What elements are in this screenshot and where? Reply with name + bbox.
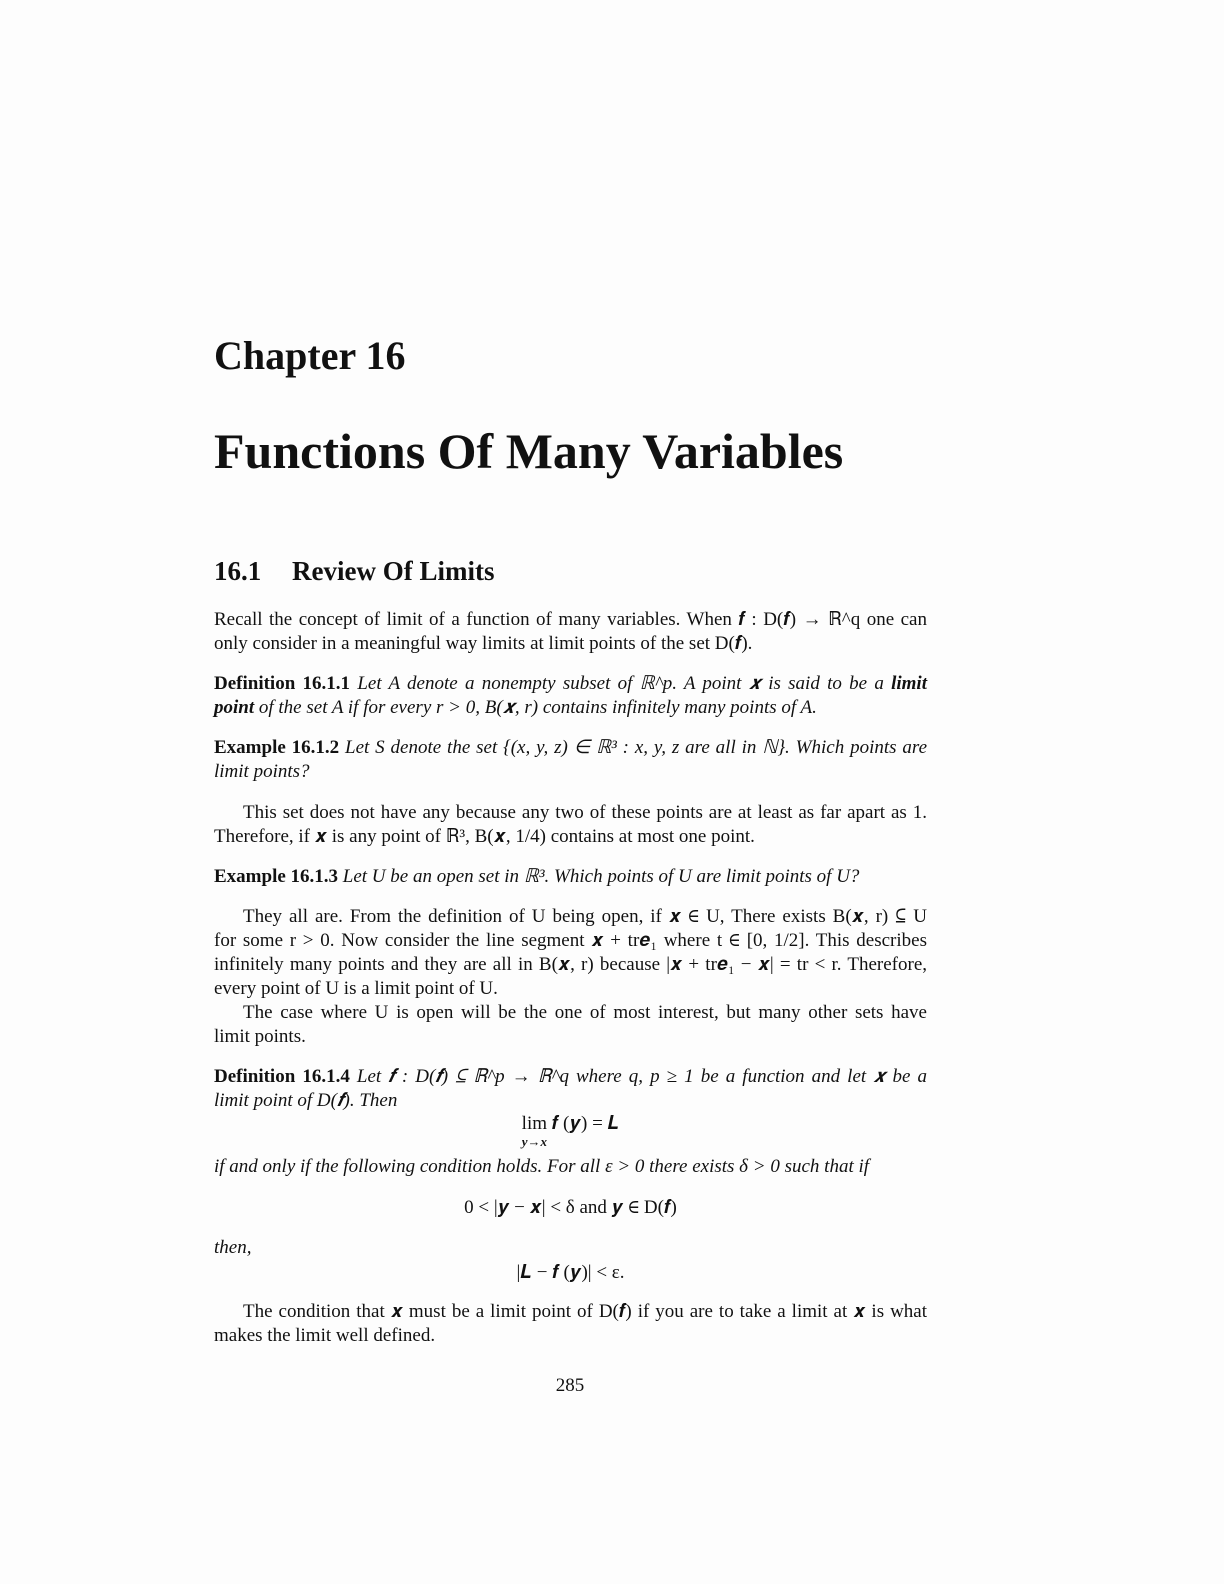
limit-rhs: 𝒇 (𝒚) = 𝑳 — [551, 1113, 620, 1134]
section-title: Review Of Limits — [292, 556, 495, 586]
example-16-1-3-body-1: They all are. From the definition of U being open, if 𝒙 ∈ U, There exists B(𝒙, r) ⊆ U — [243, 906, 927, 927]
example-16-1-2-line-1 — [214, 736, 927, 760]
condition-equation: 0 < |𝒚 − 𝒙| < δ and 𝒚 ∈ D(𝒇) — [464, 1197, 677, 1218]
definition-text: of the set A if for every r > 0, B(𝒙, r) contains infinitely many points of A. — [258, 697, 817, 718]
then-text: then, — [214, 1237, 252, 1258]
limit-word: lim — [521, 1113, 548, 1134]
chapter-title: Functions Of Many Variables — [214, 423, 844, 479]
definition-16-1-4-line-2: limit point of D(𝒇). Then — [214, 1090, 398, 1111]
definition-label: Definition 16.1.4 — [214, 1066, 350, 1087]
definition-16-1-1-line-1 — [214, 672, 927, 696]
limit-subscript: y→x — [521, 1134, 547, 1149]
definition-label: Definition 16.1.1 — [214, 673, 351, 694]
chapter-label: Chapter 16 — [214, 333, 406, 378]
example-16-1-3-body-2: for some r > 0. Now consider the line segment 𝒙 + tr𝒆₁ where t ∈ [0, 1/2]. This describes — [214, 930, 927, 951]
example-16-1-2-line-2: limit points? — [214, 761, 310, 782]
definition-16-1-4-line-3: if and only if the following condition holds. For all ε > 0 there exists δ > 0 such that if — [214, 1156, 870, 1177]
limit-operator — [522, 1112, 547, 1148]
example-16-1-2-body-1: This set does not have any because any two of these points are at least as far apart as 1. — [243, 802, 927, 823]
section-heading — [214, 556, 494, 587]
example-16-1-2-body-2: Therefore, if 𝒙 is any point of ℝ³, B(𝒙, 1/4) contains at most one point. — [214, 826, 755, 847]
closing-line-1: The condition that 𝒙 must be a limit point of D(𝒇) if you are to take a limit at 𝒙 is what — [243, 1301, 927, 1322]
definition-16-1-1-line-2 — [214, 696, 927, 720]
example-label: Example 16.1.2 — [214, 737, 340, 758]
example-16-1-3-line-1 — [214, 865, 927, 889]
example-16-1-3-body-3: infinitely many points and they are all in B(𝒙, r) because |𝒙 + tr𝒆₁ − 𝒙| = tr < r. Therefore, — [214, 954, 927, 975]
example-text: Let S denote the set {(x, y, z) ∈ ℝ³ : x, y, z are all in ℕ}. Which points are — [345, 737, 928, 758]
definition-term: point — [214, 697, 255, 718]
example-16-1-3-body-4: every point of U is a limit point of U. — [214, 978, 498, 999]
intro-line-1: Recall the concept of limit of a function of many variables. When 𝒇 : D(𝒇) → ℝ^q one can — [214, 609, 927, 630]
section-number: 16.1 — [214, 556, 262, 586]
example-text: Let U be an open set in ℝ³. Which points of U are limit points of U? — [342, 866, 860, 887]
page-number: 285 — [555, 1375, 585, 1396]
closing-line-2: makes the limit well defined. — [214, 1325, 436, 1346]
limit-equation — [214, 1112, 927, 1148]
example-16-1-3-body-5: The case where U is open will be the one of most interest, but many other sets have — [243, 1002, 927, 1023]
intro-line-2: only consider in a meaningful way limits at limit points of the set D(𝒇). — [214, 633, 753, 654]
definition-16-1-4-line-1 — [214, 1065, 927, 1089]
conclusion-equation: |𝑳 − 𝒇 (𝒚)| < ε. — [516, 1262, 625, 1283]
definition-term: limit — [891, 673, 927, 694]
definition-text: Let 𝒇 : D(𝒇) ⊆ ℝ^p → ℝ^q where q, p ≥ 1 be a function and let 𝒙 be a — [356, 1066, 928, 1087]
definition-text: Let A denote a nonempty subset of ℝ^p. A point 𝒙 is said to be a — [357, 673, 884, 694]
example-16-1-3-body-6: limit points. — [214, 1026, 306, 1047]
example-label: Example 16.1.3 — [214, 866, 339, 887]
